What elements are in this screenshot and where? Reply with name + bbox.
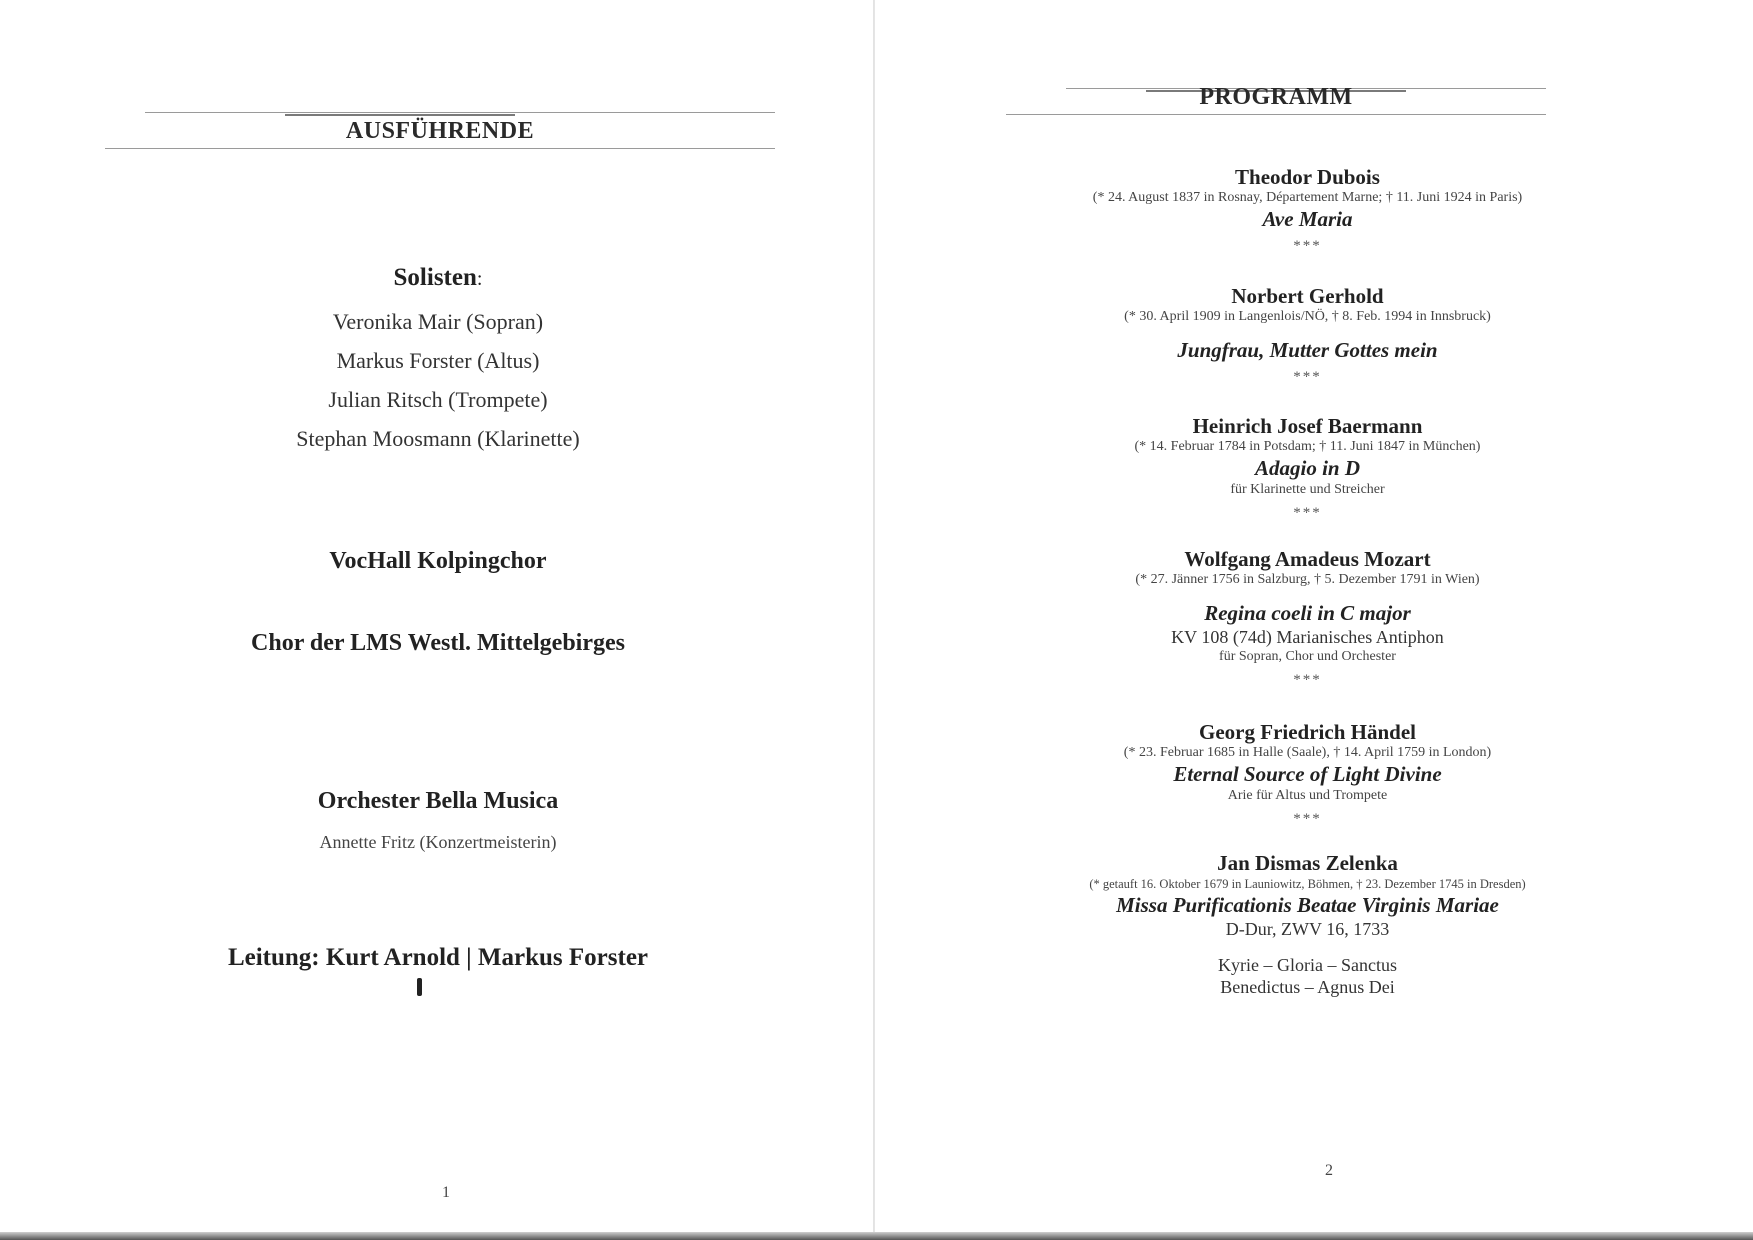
page-number-left: 1 — [442, 1184, 450, 1201]
composer-dates: (* 14. Februar 1784 in Potsdam; † 11. Juni 1847 in München) — [1134, 439, 1481, 454]
work-title: Adagio in D — [1254, 456, 1361, 480]
program-item-zelenka — [869, 851, 1746, 998]
separator-stars: *** — [1293, 505, 1322, 521]
composer-name: Norbert Gerhold — [1231, 284, 1384, 308]
program-item-haendel — [869, 720, 1746, 829]
program-item-mozart — [869, 547, 1746, 690]
work-title: Missa Purificationis Beatae Virginis Mariae — [1116, 893, 1499, 917]
separator-stars: *** — [1293, 369, 1322, 385]
program-item-gerhold — [869, 284, 1746, 387]
work-catalog: D-Dur, ZWV 16, 1733 — [1225, 919, 1390, 939]
programm-header — [1006, 82, 1546, 122]
conductors: Leitung: Kurt Arnold | Markus Forster — [227, 944, 649, 971]
soloists-heading — [0, 262, 876, 302]
work-title: Eternal Source of Light Divine — [1173, 762, 1442, 786]
work-detail: Arie für Altus und Trompete — [1227, 788, 1388, 803]
soloists-heading-colon: : — [476, 268, 483, 290]
ink-mark — [417, 978, 422, 996]
soloist-4: Stephan Moosmann (Klarinette) — [296, 426, 580, 451]
soloist-2: Markus Forster (Altus) — [336, 348, 540, 373]
choir-1: VocHall Kolpingchor — [329, 548, 547, 574]
header-title: PROGRAMM — [1199, 84, 1353, 110]
orchestra-leader: Annette Fritz (Konzertmeisterin) — [319, 832, 557, 852]
work-title: Jungfrau, Mutter Gottes mein — [1177, 338, 1438, 362]
soloists-heading-text: Solisten — [393, 264, 477, 291]
separator-stars: *** — [1293, 238, 1322, 254]
scan-bottom-edge — [0, 1232, 1753, 1240]
program-item-baermann — [869, 414, 1746, 523]
composer-dates: (* 23. Februar 1685 in Halle (Saale), † 14. April 1759 in London) — [1123, 745, 1492, 760]
composer-name: Wolfgang Amadeus Mozart — [1184, 547, 1431, 571]
composer-dates: (* 27. Jänner 1756 in Salzburg, † 5. Dezember 1791 in Wien) — [1135, 572, 1480, 587]
separator-stars: *** — [1293, 672, 1322, 688]
right-page — [876, 0, 1753, 1240]
orchestra-name: Orchester Bella Musica — [317, 788, 559, 814]
work-catalog: KV 108 (74d) Marianisches Antiphon — [1171, 627, 1444, 647]
composer-name: Theodor Dubois — [1235, 165, 1380, 189]
composer-name: Jan Dismas Zelenka — [1217, 851, 1398, 875]
work-detail: für Sopran, Chor und Orchester — [1219, 649, 1396, 664]
header-rule-bottom — [1006, 114, 1546, 115]
composer-name: Georg Friedrich Händel — [1199, 720, 1416, 744]
separator-stars: *** — [1293, 811, 1322, 827]
program-item-dubois — [869, 165, 1746, 256]
work-title: Ave Maria — [1262, 207, 1353, 231]
work-detail: für Klarinette und Streicher — [1230, 482, 1385, 497]
movements-line-2: Benedictus – Agnus Dei — [1220, 977, 1395, 997]
header-rule-top — [145, 112, 775, 113]
header-rule-bottom — [105, 148, 775, 149]
header-rule-top-accent — [285, 114, 515, 116]
left-page — [0, 0, 876, 1240]
soloist-3: Julian Ritsch (Trompete) — [328, 387, 548, 412]
soloists-section — [0, 262, 876, 458]
composer-dates: (* 30. April 1909 in Langenlois/NÖ, † 8. Feb. 1994 in Innsbruck) — [1124, 309, 1491, 324]
work-title: Regina coeli in C major — [1204, 601, 1411, 625]
ausfuehrende-header — [105, 108, 775, 153]
movements-line-1: Kyrie – Gloria – Sanctus — [1218, 955, 1397, 975]
composer-dates: (* 24. August 1837 in Rosnay, Département Marne; † 11. Juni 1924 in Paris) — [1092, 190, 1523, 205]
composer-dates: (* getauft 16. Oktober 1679 in Launiowitz, Böhmen, † 23. Dezember 1745 in Dresden) — [1089, 877, 1526, 891]
header-title: AUSFÜHRENDE — [345, 118, 535, 144]
soloist-1: Veronika Mair (Sopran) — [332, 309, 544, 334]
composer-name: Heinrich Josef Baermann — [1192, 414, 1423, 438]
choir-2: Chor der LMS Westl. Mittelgebirges — [251, 630, 625, 656]
page-number-right: 2 — [1325, 1162, 1333, 1179]
